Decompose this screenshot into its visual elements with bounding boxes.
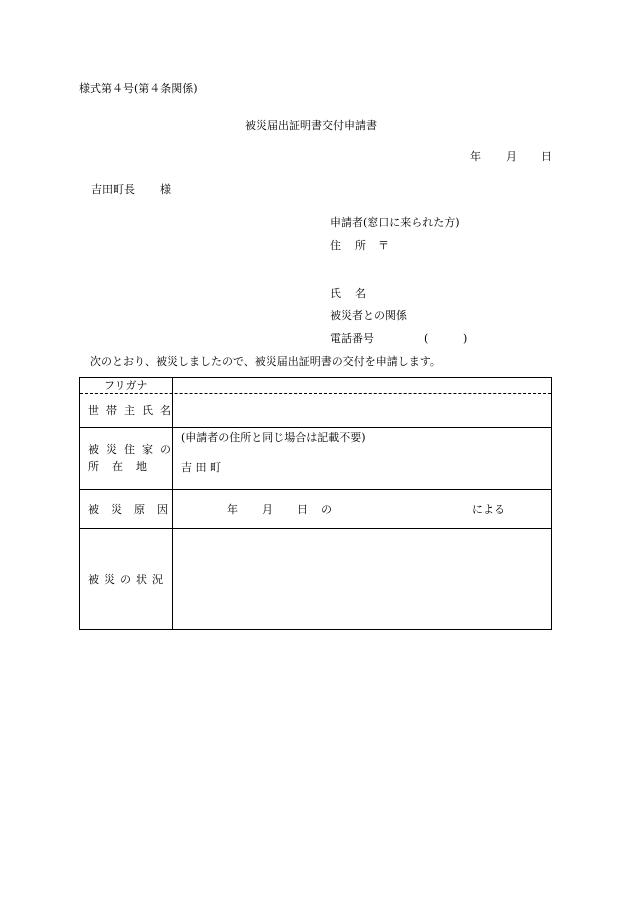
date-year-label: 年 bbox=[470, 150, 481, 163]
cause-year: 年 bbox=[227, 503, 238, 516]
addressee-suffix: 様 bbox=[160, 183, 171, 196]
row-divider-1 bbox=[80, 427, 551, 428]
intro-sentence: 次のとおり、被災しましたので、被災届出証明書の交付を申請します。 bbox=[90, 355, 441, 368]
address-label-part2: 所 bbox=[355, 239, 366, 252]
row-divider-2 bbox=[80, 489, 551, 490]
form-number-label: 様式第４号(第４条関係) bbox=[79, 82, 198, 95]
location-label-line1: 被災住家の bbox=[88, 443, 178, 456]
location-note: (申請者の住所と同じ場合は記載不要) bbox=[181, 431, 366, 444]
application-table bbox=[79, 377, 552, 630]
location-town: 吉 田 町 bbox=[181, 461, 221, 474]
cause-field[interactable] bbox=[340, 492, 468, 526]
furigana-label: フリガナ bbox=[104, 379, 148, 392]
phone-label: 電話番号 bbox=[330, 332, 374, 345]
situation-label: 被災の状況 bbox=[88, 573, 168, 586]
phone-paren-open: ( bbox=[424, 332, 429, 345]
addressee: 吉田町長 bbox=[91, 183, 135, 196]
date-month-label: 月 bbox=[506, 150, 517, 163]
phone-paren-close: ) bbox=[463, 332, 468, 345]
cause-label: 被災原因 bbox=[88, 503, 180, 516]
address-label-part1: 住 bbox=[330, 239, 341, 252]
furigana-field[interactable] bbox=[173, 378, 551, 393]
address-label bbox=[330, 240, 366, 251]
date-day-label: 日 bbox=[541, 150, 552, 163]
cause-particle: の bbox=[321, 503, 332, 516]
name-label bbox=[330, 288, 366, 299]
postal-mark: 〒 bbox=[378, 239, 389, 252]
cause-day: 日 bbox=[297, 503, 308, 516]
householder-field[interactable] bbox=[173, 394, 551, 427]
householder-label: 世帯主氏名 bbox=[88, 404, 178, 417]
applicant-heading: 申請者(窓口に来られた方) bbox=[330, 216, 460, 229]
location-label-line2: 所 在 地 bbox=[88, 460, 148, 473]
name-label-part2: 名 bbox=[355, 287, 366, 300]
document-title: 被災届出証明書交付申請書 bbox=[245, 119, 377, 132]
cause-suffix: による bbox=[472, 503, 505, 516]
cause-month: 月 bbox=[262, 503, 273, 516]
name-label-part1: 氏 bbox=[330, 287, 341, 300]
relation-label: 被災者との関係 bbox=[330, 309, 407, 322]
location-field[interactable] bbox=[230, 453, 550, 487]
situation-field[interactable] bbox=[173, 530, 551, 628]
row-divider-3 bbox=[80, 528, 551, 529]
